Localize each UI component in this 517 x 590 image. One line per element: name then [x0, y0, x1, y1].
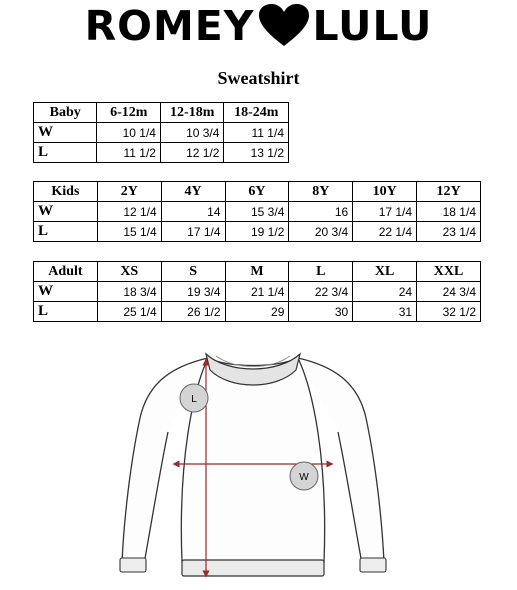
table-header-cell: XL — [353, 262, 417, 282]
table-cell: 12 1/2 — [160, 143, 223, 163]
adult-size-table — [33, 261, 481, 322]
table-row — [34, 143, 289, 163]
table-cell: 23 1/4 — [417, 222, 481, 242]
table-header-cell: 18-24m — [224, 103, 289, 123]
table-cell: 20 3/4 — [289, 222, 353, 242]
length-badge — [180, 384, 208, 412]
table-header-cell: Adult — [34, 262, 98, 282]
table-cell: 26 1/2 — [161, 302, 225, 322]
table-cell: 24 3/4 — [417, 282, 481, 302]
table-cell: 15 1/4 — [97, 222, 161, 242]
table-cell: 14 — [161, 202, 225, 222]
table-cell: 10 1/4 — [97, 123, 160, 143]
table-row — [34, 302, 481, 322]
row-label: W — [34, 123, 97, 143]
row-label: L — [34, 222, 98, 242]
table-cell: 24 — [353, 282, 417, 302]
brand-name-right: LULU — [312, 1, 433, 50]
table-header-cell: L — [289, 262, 353, 282]
table-header-cell: M — [225, 262, 289, 282]
brand-name-left: ROMEY — [84, 1, 255, 50]
table-cell: 22 1/4 — [353, 222, 417, 242]
row-label: L — [34, 143, 97, 163]
table-header-cell: 4Y — [161, 182, 225, 202]
table-header-cell: Kids — [34, 182, 98, 202]
left-cuff — [120, 558, 146, 572]
table-row — [34, 202, 481, 222]
length-badge-label: L — [191, 394, 197, 405]
table-cell: 11 1/4 — [224, 123, 289, 143]
table-row — [34, 123, 289, 143]
table-row — [34, 222, 481, 242]
table-cell: 18 3/4 — [97, 282, 161, 302]
table-row — [34, 282, 481, 302]
row-label: W — [34, 282, 98, 302]
table-header-cell: 6-12m — [97, 103, 160, 123]
page-title: Sweatshirt — [217, 68, 300, 88]
table-header-cell: 6Y — [225, 182, 289, 202]
table-cell: 21 1/4 — [225, 282, 289, 302]
baby-size-table — [33, 102, 289, 163]
table-cell: 17 1/4 — [161, 222, 225, 242]
hem-band — [182, 560, 324, 576]
table-cell: 12 1/4 — [97, 202, 161, 222]
table-cell: 13 1/2 — [224, 143, 289, 163]
table-cell: 31 — [353, 302, 417, 322]
table-header-cell: XXL — [417, 262, 481, 282]
table-header-cell: 8Y — [289, 182, 353, 202]
table-cell: 22 3/4 — [289, 282, 353, 302]
table-header-cell: 12Y — [417, 182, 481, 202]
width-badge-label: W — [299, 472, 309, 483]
right-cuff — [360, 558, 386, 572]
brand-logo — [0, 2, 517, 50]
sweatshirt-diagram — [118, 340, 388, 585]
table-cell: 25 1/4 — [97, 302, 161, 322]
row-label: W — [34, 202, 98, 222]
table-cell: 17 1/4 — [353, 202, 417, 222]
kids-size-table — [33, 181, 481, 242]
row-label: L — [34, 302, 98, 322]
table-header-cell: 12-18m — [160, 103, 223, 123]
table-header-cell: 10Y — [353, 182, 417, 202]
table-header-row — [34, 182, 481, 202]
table-header-row — [34, 262, 481, 282]
table-header-cell: XS — [97, 262, 161, 282]
table-header-row — [34, 103, 289, 123]
table-cell: 19 3/4 — [161, 282, 225, 302]
table-cell: 15 3/4 — [225, 202, 289, 222]
table-header-cell: 2Y — [97, 182, 161, 202]
table-header-cell: S — [161, 262, 225, 282]
table-cell: 29 — [225, 302, 289, 322]
table-cell: 30 — [289, 302, 353, 322]
table-cell: 10 3/4 — [160, 123, 223, 143]
heart-icon — [259, 4, 309, 48]
table-cell: 16 — [289, 202, 353, 222]
table-cell: 19 1/2 — [225, 222, 289, 242]
table-cell: 11 1/2 — [97, 143, 160, 163]
table-header-cell: Baby — [34, 103, 97, 123]
width-badge — [290, 462, 318, 490]
table-cell: 32 1/2 — [417, 302, 481, 322]
table-cell: 18 1/4 — [417, 202, 481, 222]
